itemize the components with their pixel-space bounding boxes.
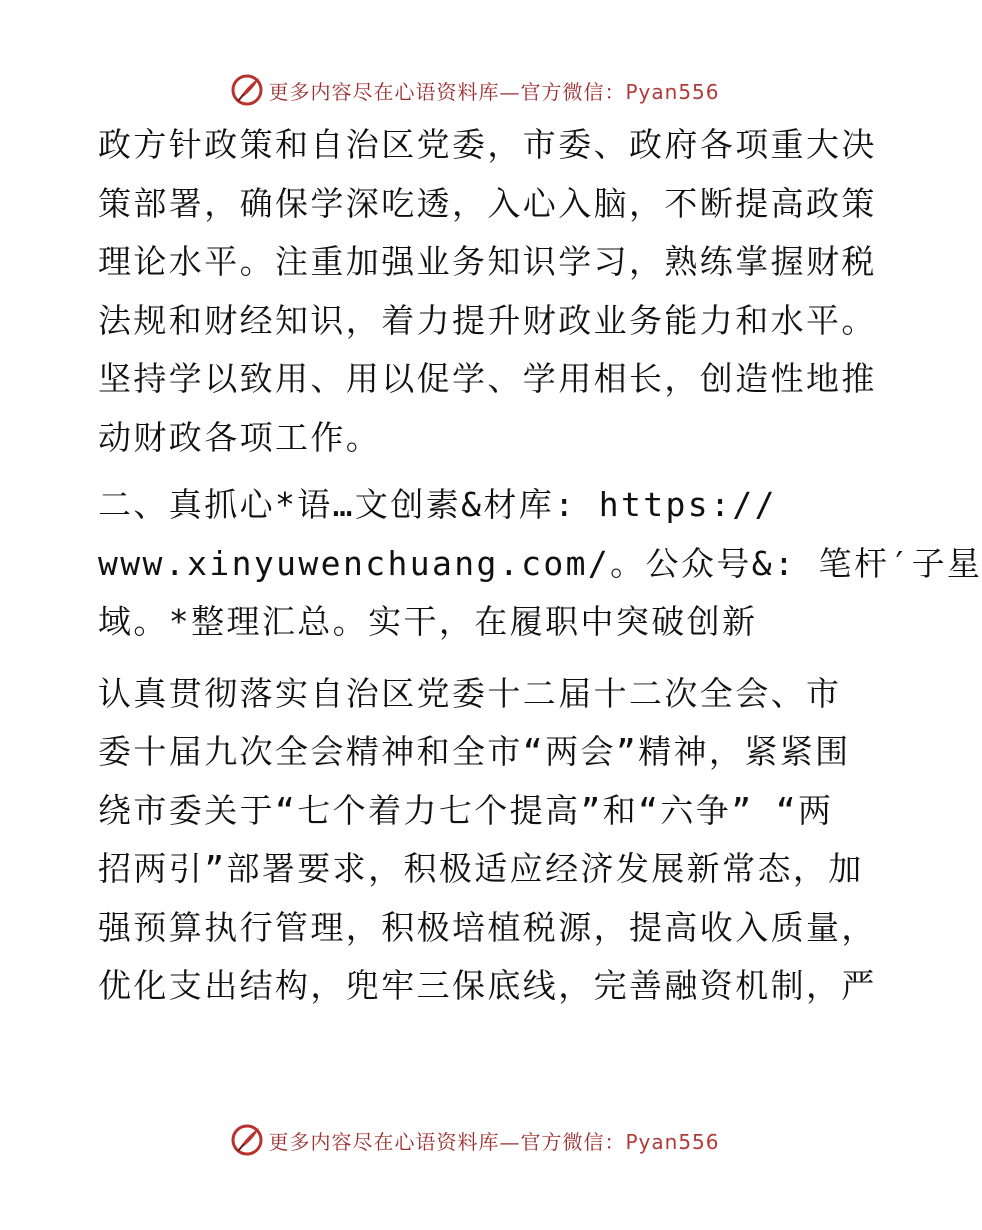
paragraph-1 <box>98 116 877 467</box>
feather-quill-logo-icon <box>230 1123 264 1157</box>
document-body <box>98 116 982 1016</box>
text-line: 认真贯彻落实自治区党委十二届十二次全会、市 <box>98 673 842 713</box>
text-line: 坚持学以致用、用以促学、学用相长，创造性地推 <box>98 359 877 398</box>
text-line: 招两引”部署要求，积极适应经济发展新常态，加 <box>98 849 864 888</box>
header-banner-text: 更多内容尽在心语资料库—官方微信：Pyan556 <box>268 79 720 104</box>
paragraph-2 <box>98 665 877 1016</box>
footer-banner-text: 更多内容尽在心语资料库—官方微信：Pyan556 <box>268 1129 720 1154</box>
text-line: 策部署，确保学深吃透，入心入脑，不断提高政策 <box>98 183 877 223</box>
text-line: 绕市委关于“七个着力七个提高”和“六争” “两 <box>98 790 834 830</box>
text-line: 强预算执行管理，积极培植税源，提高收入质量， <box>98 907 877 947</box>
text-line: 法规和财经知识，着力提升财政业务能力和水平。 <box>98 300 877 340</box>
text-line: 动财政各项工作。 <box>98 417 382 457</box>
footer-banner <box>0 1122 950 1158</box>
text-line: 理论水平。注重加强业务知识学习，熟练掌握财税 <box>98 242 877 281</box>
heading-line: 二、真抓心*语…文创素&材库: https:// <box>98 485 777 524</box>
text-line: 政方针政策和自治区党委，市委、政府各项重大决 <box>98 125 877 164</box>
header-wechat-id: Pyan556 <box>625 79 720 104</box>
heading-line: www.xinyuwenchuang.com/。公众号&: 笔杆′子星 <box>98 543 982 583</box>
feather-quill-logo-icon <box>230 73 264 107</box>
heading-line: 域。*整理汇总。实干，在履职中突破创新 <box>98 602 758 641</box>
section-heading <box>98 476 982 652</box>
text-line: 优化支出结构，兜牢三保底线，完善融资机制，严 <box>98 966 877 1005</box>
footer-wechat-id: Pyan556 <box>625 1129 720 1154</box>
header-banner <box>0 72 950 108</box>
text-line: 委十届九次全会精神和全市“两会”精神，紧紧围 <box>98 732 851 771</box>
